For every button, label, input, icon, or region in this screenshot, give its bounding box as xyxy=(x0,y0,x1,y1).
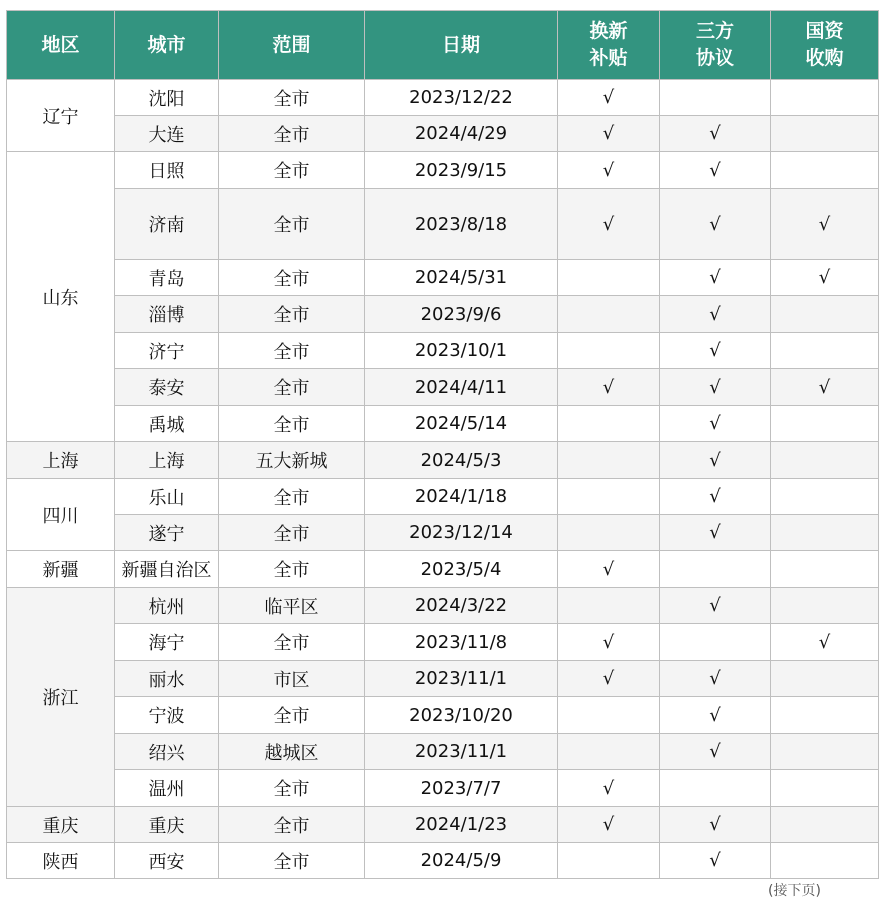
date-cell: 2024/4/11 xyxy=(365,369,558,406)
tripartite-check xyxy=(660,80,771,116)
table-row xyxy=(7,333,879,369)
stateowned-check xyxy=(771,116,879,152)
scope-cell: 全市 xyxy=(219,551,365,588)
date-cell: 2024/5/3 xyxy=(365,442,558,479)
subsidy-check: √ xyxy=(558,807,660,843)
scope-cell: 全市 xyxy=(219,333,365,369)
stateowned-check xyxy=(771,843,879,879)
subsidy-check: √ xyxy=(558,189,660,260)
tripartite-check: √ xyxy=(660,588,771,624)
table-row xyxy=(7,116,879,152)
date-cell: 2024/4/29 xyxy=(365,116,558,152)
date-cell: 2023/11/1 xyxy=(365,734,558,770)
table-row xyxy=(7,734,879,770)
city-cell: 绍兴 xyxy=(115,734,219,770)
header-subsidy-line2: 补贴 xyxy=(589,47,628,69)
table-row xyxy=(7,442,879,479)
subsidy-check: √ xyxy=(558,369,660,406)
subsidy-check: √ xyxy=(558,551,660,588)
stateowned-check xyxy=(771,770,879,807)
table-row xyxy=(7,80,879,116)
header-subsidy-line1: 换新 xyxy=(589,20,628,42)
tripartite-check: √ xyxy=(660,807,771,843)
stateowned-check xyxy=(771,333,879,369)
city-cell: 温州 xyxy=(115,770,219,807)
subsidy-check xyxy=(558,734,660,770)
city-cell: 济宁 xyxy=(115,333,219,369)
subsidy-check: √ xyxy=(558,770,660,807)
tripartite-check xyxy=(660,770,771,807)
tripartite-check: √ xyxy=(660,697,771,734)
scope-cell: 全市 xyxy=(219,152,365,189)
tripartite-check: √ xyxy=(660,333,771,369)
table-row xyxy=(7,369,879,406)
header-row xyxy=(7,11,879,80)
date-cell: 2024/5/31 xyxy=(365,260,558,296)
city-cell: 济南 xyxy=(115,189,219,260)
subsidy-check: √ xyxy=(558,624,660,661)
subsidy-check xyxy=(558,296,660,333)
table-row xyxy=(7,697,879,734)
scope-cell: 全市 xyxy=(219,770,365,807)
city-cell: 禹城 xyxy=(115,406,219,442)
city-cell: 乐山 xyxy=(115,479,219,515)
scope-cell: 临平区 xyxy=(219,588,365,624)
table-row xyxy=(7,588,879,624)
date-cell: 2023/10/20 xyxy=(365,697,558,734)
stateowned-check xyxy=(771,406,879,442)
header-city: 城市 xyxy=(115,11,219,80)
table-row xyxy=(7,661,879,697)
table-row xyxy=(7,260,879,296)
stateowned-check xyxy=(771,80,879,116)
continued-footer-text: (接下页) xyxy=(768,883,821,899)
subsidy-check: √ xyxy=(558,152,660,189)
region-cell: 重庆 xyxy=(7,807,115,843)
tripartite-check: √ xyxy=(660,515,771,551)
date-cell: 2023/5/4 xyxy=(365,551,558,588)
table-row xyxy=(7,406,879,442)
date-cell: 2023/11/8 xyxy=(365,624,558,661)
date-cell: 2024/5/14 xyxy=(365,406,558,442)
region-cell: 新疆 xyxy=(7,551,115,588)
scope-cell: 全市 xyxy=(219,697,365,734)
subsidy-check: √ xyxy=(558,116,660,152)
scope-cell: 全市 xyxy=(219,116,365,152)
date-cell: 2023/9/15 xyxy=(365,152,558,189)
city-cell: 杭州 xyxy=(115,588,219,624)
scope-cell: 全市 xyxy=(219,406,365,442)
city-cell: 宁波 xyxy=(115,697,219,734)
table-row xyxy=(7,515,879,551)
stateowned-check: √ xyxy=(771,260,879,296)
subsidy-check xyxy=(558,588,660,624)
city-cell: 淄博 xyxy=(115,296,219,333)
city-cell: 新疆自治区 xyxy=(115,551,219,588)
scope-cell: 市区 xyxy=(219,661,365,697)
city-cell: 日照 xyxy=(115,152,219,189)
date-cell: 2024/3/22 xyxy=(365,588,558,624)
tripartite-check: √ xyxy=(660,442,771,479)
tripartite-check: √ xyxy=(660,661,771,697)
tripartite-check: √ xyxy=(660,296,771,333)
stateowned-check xyxy=(771,296,879,333)
date-cell: 2023/10/1 xyxy=(365,333,558,369)
region-cell: 山东 xyxy=(7,152,115,442)
city-cell: 青岛 xyxy=(115,260,219,296)
stateowned-check xyxy=(771,697,879,734)
table-row xyxy=(7,551,879,588)
subsidy-check xyxy=(558,515,660,551)
table-row xyxy=(7,479,879,515)
table-row xyxy=(7,189,879,260)
scope-cell: 全市 xyxy=(219,369,365,406)
tripartite-check xyxy=(660,551,771,588)
header-stateowned-line2: 收购 xyxy=(805,47,844,69)
table-row xyxy=(7,152,879,189)
subsidy-check xyxy=(558,260,660,296)
scope-cell: 五大新城 xyxy=(219,442,365,479)
tripartite-check: √ xyxy=(660,189,771,260)
date-cell: 2024/1/18 xyxy=(365,479,558,515)
city-cell: 遂宁 xyxy=(115,515,219,551)
tripartite-check: √ xyxy=(660,260,771,296)
scope-cell: 全市 xyxy=(219,80,365,116)
region-cell: 浙江 xyxy=(7,588,115,807)
date-cell: 2024/1/23 xyxy=(365,807,558,843)
subsidy-check xyxy=(558,843,660,879)
date-cell: 2023/7/7 xyxy=(365,770,558,807)
city-cell: 重庆 xyxy=(115,807,219,843)
header-tripartite xyxy=(660,11,771,80)
table-row xyxy=(7,296,879,333)
header-region: 地区 xyxy=(7,11,115,80)
city-cell: 泰安 xyxy=(115,369,219,406)
stateowned-check xyxy=(771,442,879,479)
stateowned-check xyxy=(771,734,879,770)
subsidy-check xyxy=(558,479,660,515)
subsidy-check xyxy=(558,442,660,479)
stateowned-check xyxy=(771,479,879,515)
header-tripartite-line2: 协议 xyxy=(695,47,734,69)
scope-cell: 全市 xyxy=(219,807,365,843)
city-cell: 西安 xyxy=(115,843,219,879)
tripartite-check xyxy=(660,624,771,661)
table-row xyxy=(7,843,879,879)
subsidy-check: √ xyxy=(558,80,660,116)
subsidy-check xyxy=(558,333,660,369)
header-scope: 范围 xyxy=(219,11,365,80)
policy-table-container xyxy=(6,10,879,879)
date-cell: 2023/12/14 xyxy=(365,515,558,551)
subsidy-check xyxy=(558,697,660,734)
stateowned-check xyxy=(771,588,879,624)
stateowned-check xyxy=(771,551,879,588)
stateowned-check xyxy=(771,807,879,843)
scope-cell: 越城区 xyxy=(219,734,365,770)
subsidy-check xyxy=(558,406,660,442)
stateowned-check: √ xyxy=(771,624,879,661)
stateowned-check xyxy=(771,515,879,551)
scope-cell: 全市 xyxy=(219,624,365,661)
region-cell: 四川 xyxy=(7,479,115,551)
scope-cell: 全市 xyxy=(219,296,365,333)
tripartite-check: √ xyxy=(660,369,771,406)
region-cell: 陕西 xyxy=(7,843,115,879)
stateowned-check: √ xyxy=(771,189,879,260)
date-cell: 2023/8/18 xyxy=(365,189,558,260)
city-cell: 大连 xyxy=(115,116,219,152)
header-tripartite-line1: 三方 xyxy=(695,20,734,42)
stateowned-check: √ xyxy=(771,369,879,406)
date-cell: 2023/11/1 xyxy=(365,661,558,697)
header-date: 日期 xyxy=(365,11,558,80)
tripartite-check: √ xyxy=(660,116,771,152)
scope-cell: 全市 xyxy=(219,189,365,260)
city-cell: 上海 xyxy=(115,442,219,479)
tripartite-check: √ xyxy=(660,406,771,442)
tripartite-check: √ xyxy=(660,479,771,515)
city-cell: 海宁 xyxy=(115,624,219,661)
tripartite-check: √ xyxy=(660,152,771,189)
policy-table xyxy=(6,10,879,879)
header-subsidy xyxy=(558,11,660,80)
tripartite-check: √ xyxy=(660,734,771,770)
subsidy-check: √ xyxy=(558,661,660,697)
scope-cell: 全市 xyxy=(219,260,365,296)
scope-cell: 全市 xyxy=(219,843,365,879)
region-cell: 上海 xyxy=(7,442,115,479)
city-cell: 丽水 xyxy=(115,661,219,697)
date-cell: 2024/5/9 xyxy=(365,843,558,879)
table-row xyxy=(7,770,879,807)
table-row xyxy=(7,624,879,661)
date-cell: 2023/12/22 xyxy=(365,80,558,116)
city-cell: 沈阳 xyxy=(115,80,219,116)
header-stateowned-line1: 国资 xyxy=(805,20,844,42)
stateowned-check xyxy=(771,661,879,697)
stateowned-check xyxy=(771,152,879,189)
header-stateowned xyxy=(771,11,879,80)
scope-cell: 全市 xyxy=(219,515,365,551)
table-row xyxy=(7,807,879,843)
scope-cell: 全市 xyxy=(219,479,365,515)
tripartite-check: √ xyxy=(660,843,771,879)
region-cell: 辽宁 xyxy=(7,80,115,152)
date-cell: 2023/9/6 xyxy=(365,296,558,333)
